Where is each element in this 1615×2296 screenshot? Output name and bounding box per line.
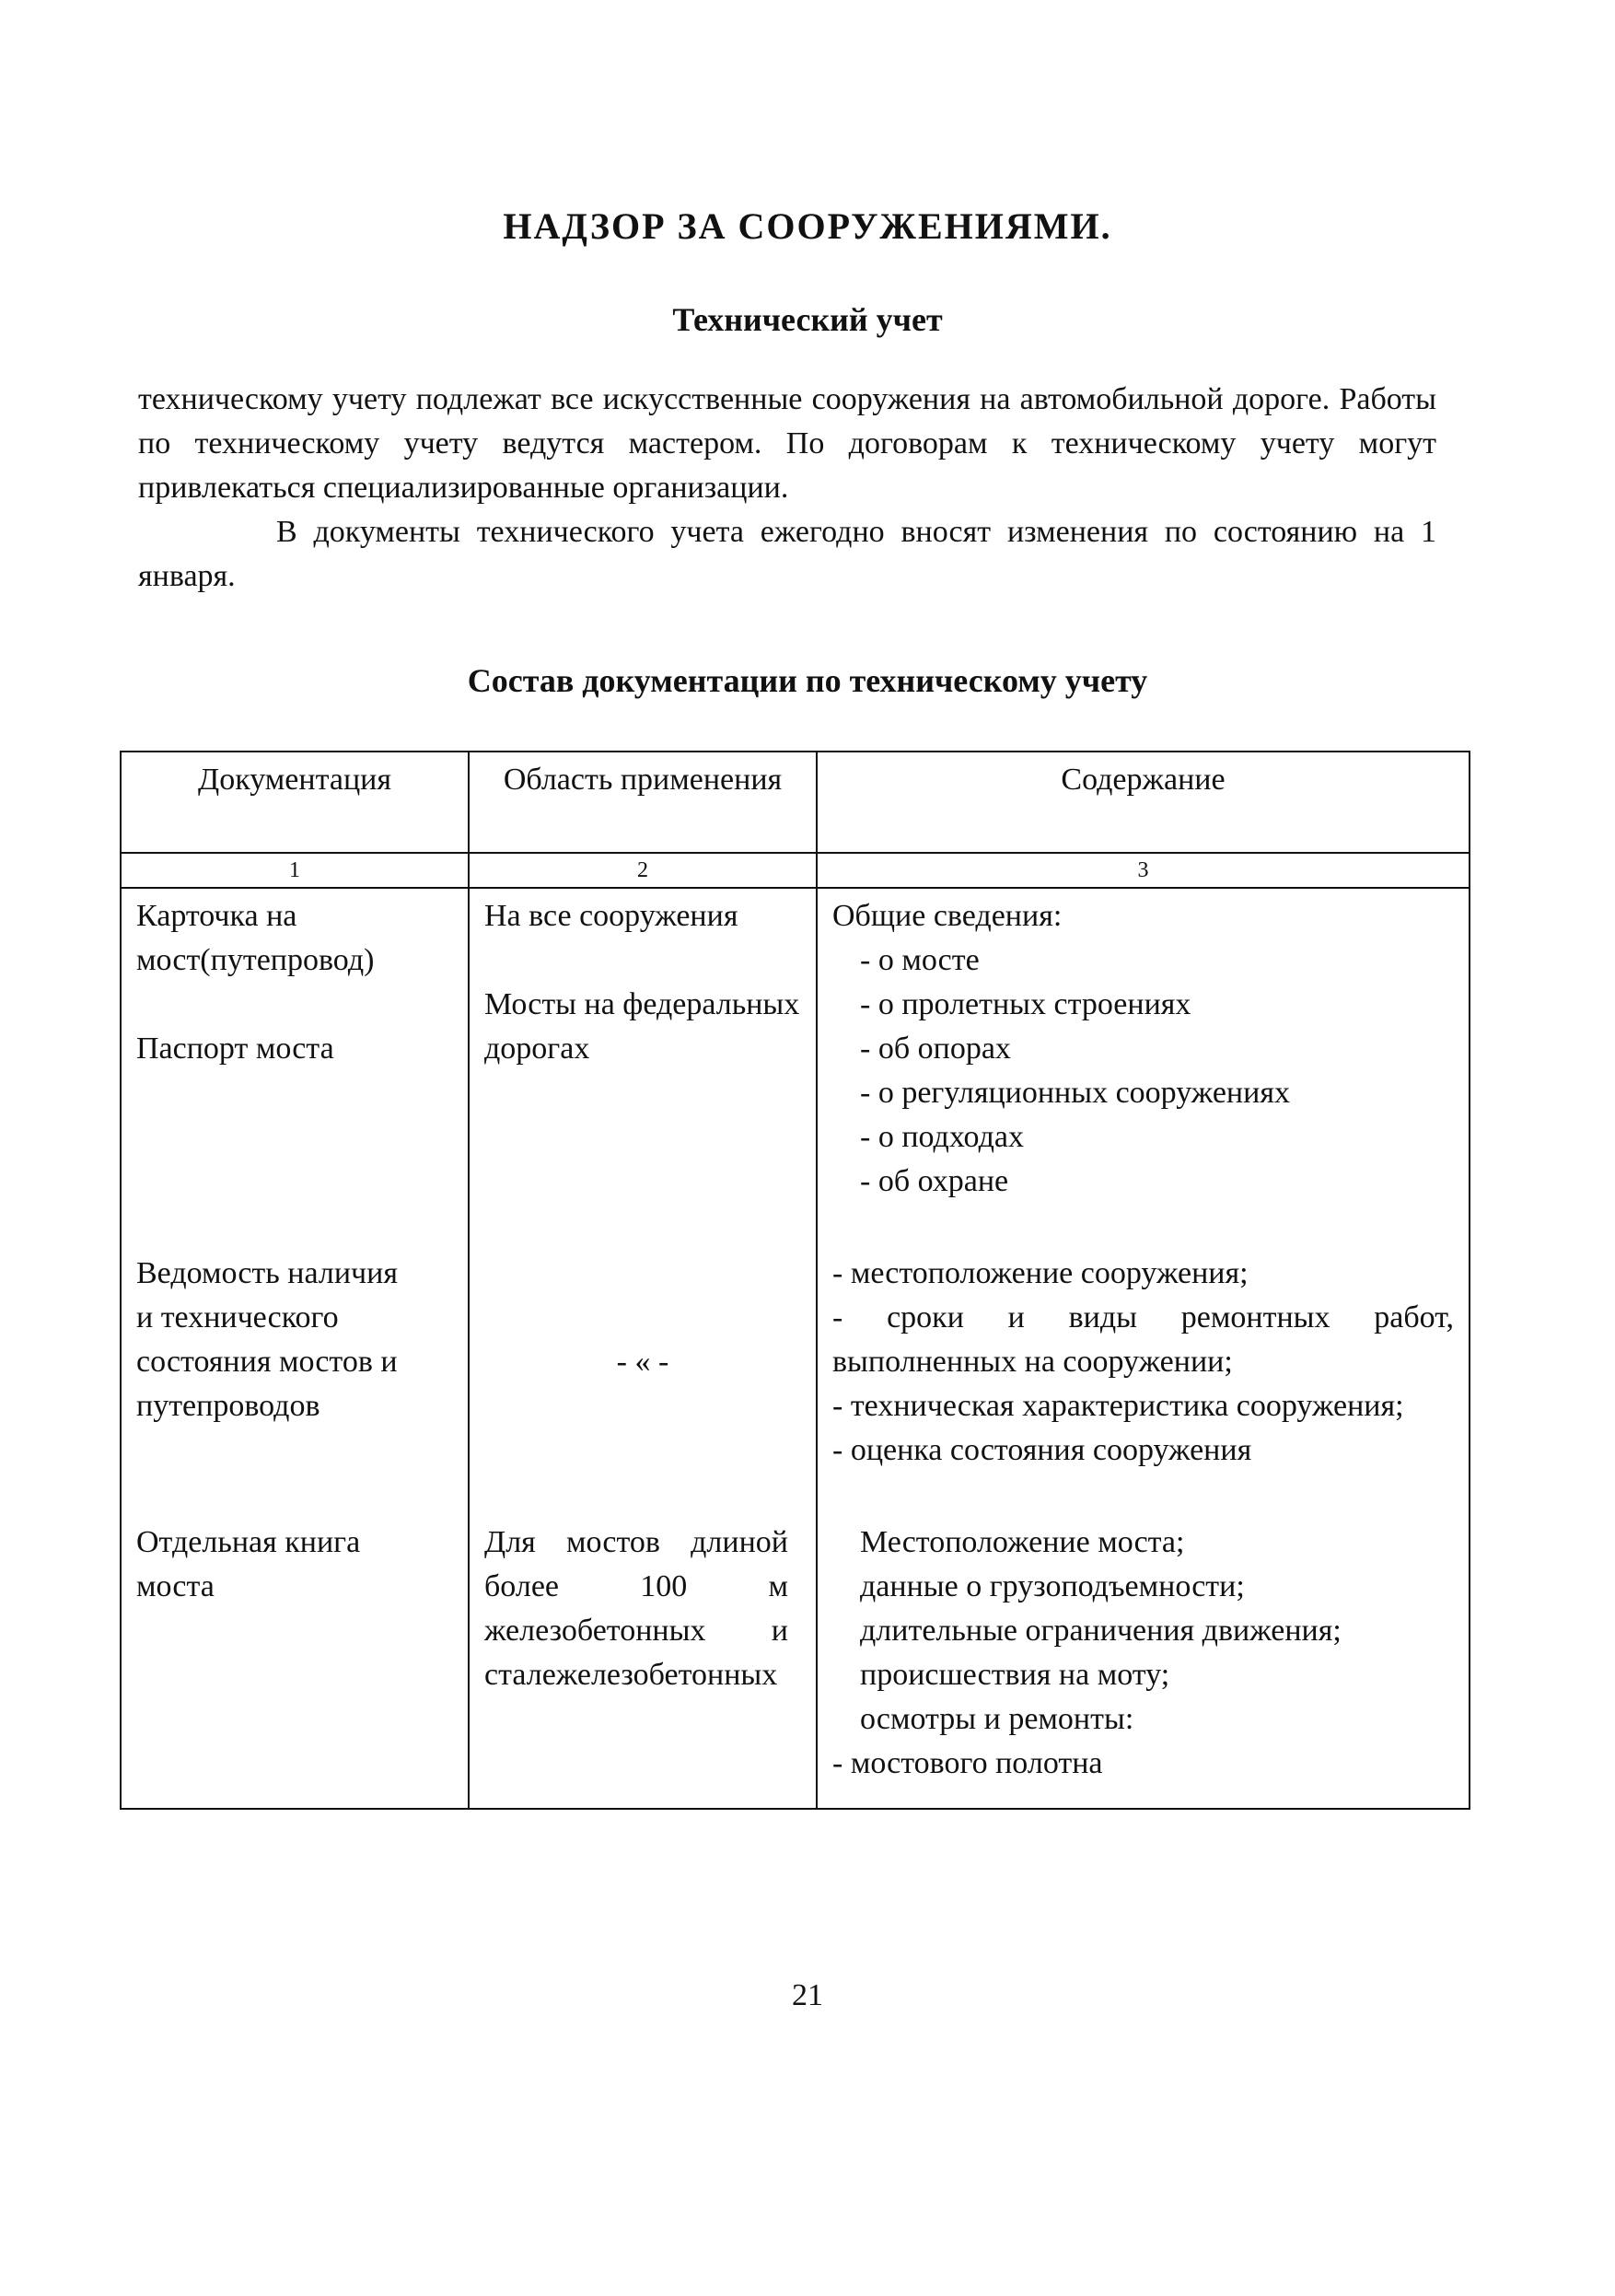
- list-item: - сроки и виды ремонтных работ, выполненных на сооружении;: [832, 1300, 1454, 1379]
- list-item: - о подходах: [860, 1120, 1024, 1154]
- column-header-scope: Область применения: [469, 752, 817, 853]
- list-item: осмотры и ремонты:: [860, 1702, 1134, 1736]
- scope-cell: [469, 1252, 817, 1473]
- intro-paragraph: техническому учету подлежат все искусственные сооружения на автомобильной дороге. Работы по техническому учету ведутся мастером. По договорам к техническому учету могут привлекаться специализированные организации.: [138, 382, 1436, 505]
- content-list: [832, 1521, 1454, 1742]
- table-header-row: [121, 752, 1470, 853]
- doc-cell: [121, 1521, 469, 1809]
- doc-name: Отдельная книга моста: [136, 1525, 361, 1603]
- scope-cell: [469, 888, 817, 1204]
- scope-cell: [469, 1521, 817, 1809]
- row-spacer: [121, 1473, 1470, 1521]
- content-list: [832, 938, 1454, 1204]
- doc-name: Карточка на мост(путепровод): [136, 899, 375, 977]
- doc-name: Ведомость наличия и технического состояния мостов и путепроводов: [136, 1256, 398, 1423]
- content-cell: [817, 1252, 1470, 1473]
- list-item: - мостового полотна: [832, 1746, 1103, 1780]
- list-item: Местоположение моста;: [860, 1525, 1185, 1559]
- documentation-table: [120, 751, 1470, 1810]
- content-cell: [817, 1521, 1470, 1809]
- table-row: [121, 888, 1470, 1204]
- list-item: длительные ограничения движения;: [860, 1614, 1342, 1648]
- doc-name: Паспорт моста: [136, 1031, 334, 1066]
- intro-text: [138, 378, 1436, 599]
- scope-text: На все сооружения: [484, 899, 738, 933]
- table-row: [121, 1521, 1470, 1809]
- list-item: - о пролетных строениях: [860, 987, 1191, 1021]
- row-spacer: [121, 1204, 1470, 1252]
- column-number: 1: [121, 853, 469, 888]
- section-subtitle: Технический учет: [672, 301, 943, 338]
- page-number: 21: [792, 1978, 823, 2012]
- list-item: - техническая характеристика сооружения;: [832, 1389, 1404, 1423]
- list-item: - об охране: [860, 1164, 1009, 1198]
- scope-ditto: - « -: [616, 1345, 669, 1379]
- table-row: [121, 1252, 1470, 1473]
- column-header-content: Содержание: [817, 752, 1470, 853]
- scope-text: Для мостов длиной более 100 м железобетонных и сталежелезобетонных: [484, 1525, 788, 1692]
- page-title: НАДЗОР ЗА СООРУЖЕНИЯМИ.: [503, 205, 1112, 247]
- list-item: данные о грузоподъемности;: [860, 1569, 1245, 1603]
- list-item: - местоположение сооружения;: [832, 1256, 1249, 1290]
- content-cell: [817, 888, 1470, 1204]
- list-item: происшествия на моту;: [860, 1658, 1170, 1692]
- intro-paragraph: В документы технического учета ежегодно вносят изменения по состоянию на 1 января.: [138, 515, 1436, 593]
- content-list: [832, 1742, 1454, 1786]
- scope-text: Мосты на федеральных дорогах: [484, 987, 800, 1066]
- doc-cell: [121, 888, 469, 1204]
- list-item: - оценка состояния сооружения: [832, 1433, 1252, 1467]
- table-title: Состав документации по техническому учету: [467, 662, 1148, 699]
- list-item: - о регуляционных сооружениях: [860, 1076, 1290, 1110]
- content-list: [832, 1252, 1454, 1473]
- column-number-row: [121, 853, 1470, 888]
- column-header-documentation: Документация: [121, 752, 469, 853]
- column-number: 3: [817, 853, 1470, 888]
- list-item: - об опорах: [860, 1031, 1011, 1066]
- content-title: Общие сведения:: [832, 899, 1063, 933]
- list-item: - о мосте: [860, 943, 980, 977]
- column-number: 2: [469, 853, 817, 888]
- doc-cell: [121, 1252, 469, 1473]
